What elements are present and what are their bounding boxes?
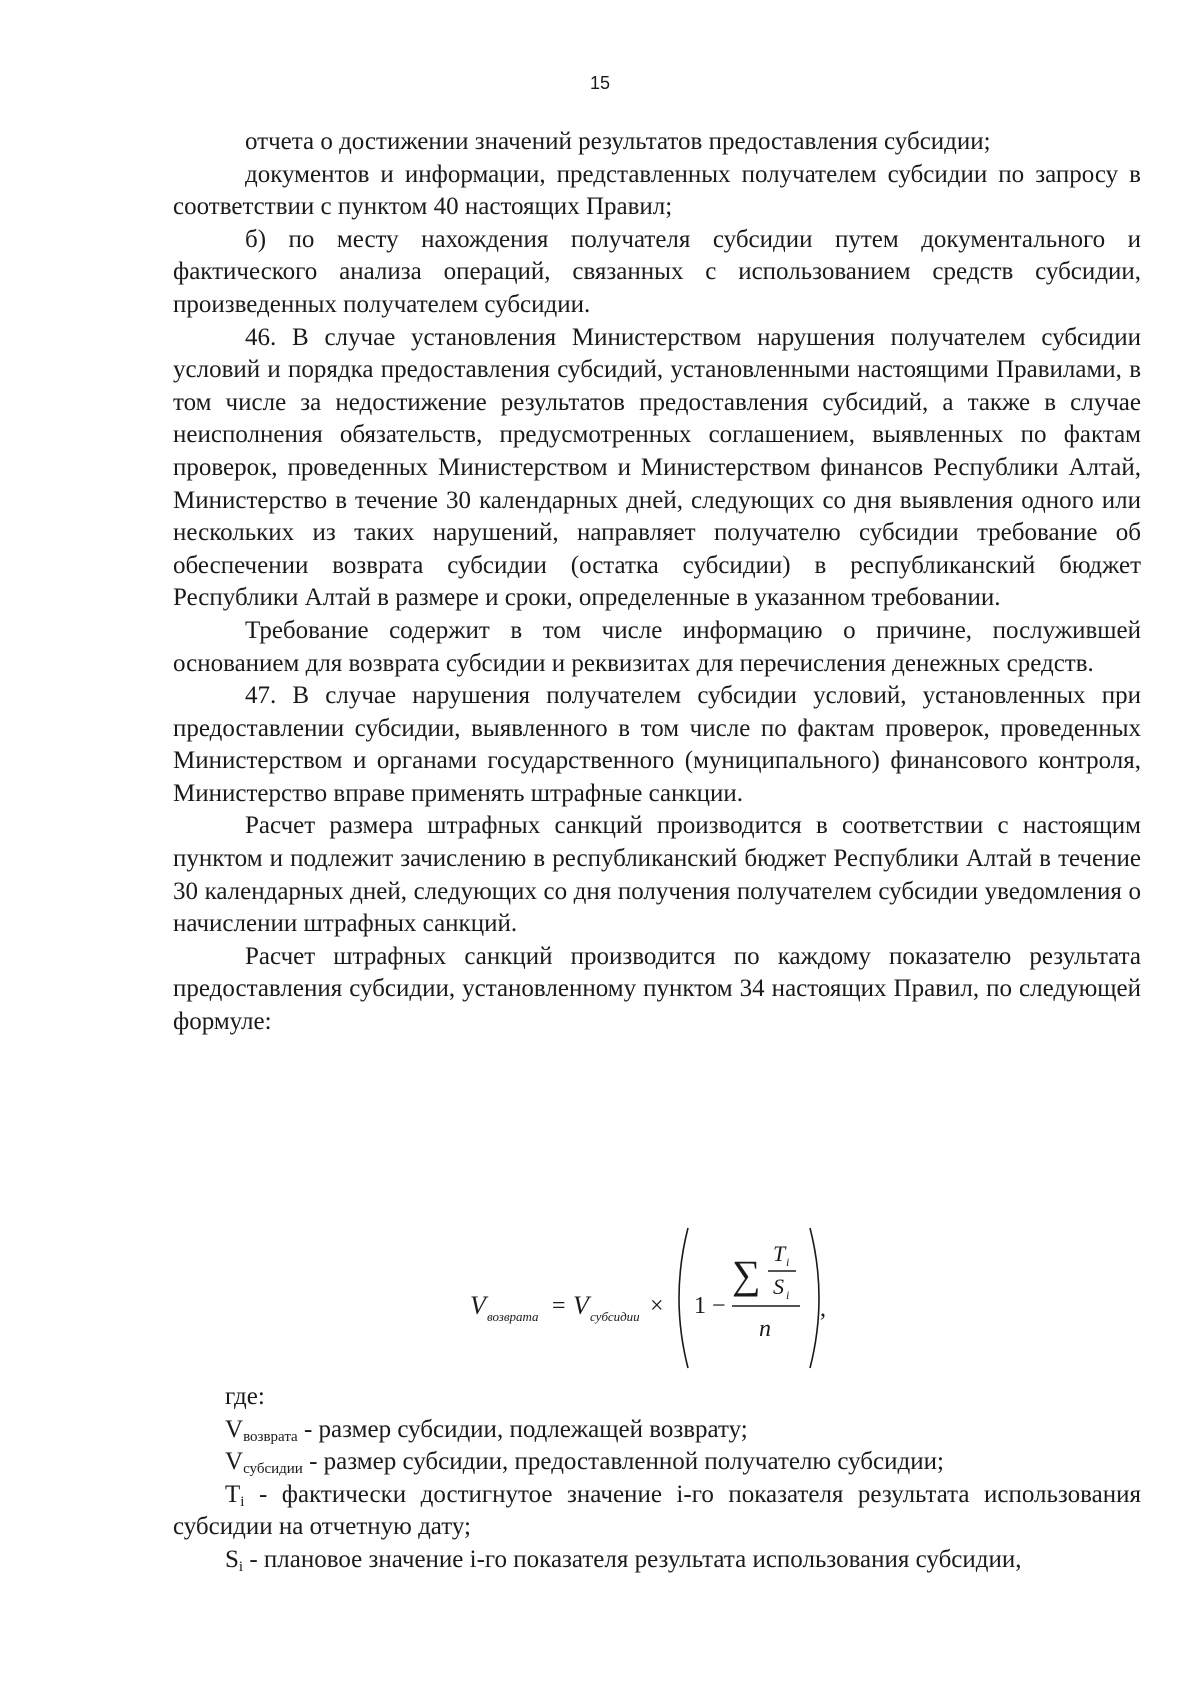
formula-rhs-sub: субсидии — [590, 1309, 640, 1324]
formula-n: n — [759, 1316, 771, 1342]
formula-lhs-var: V — [470, 1291, 486, 1320]
formula-sigma: ∑ — [732, 1252, 761, 1297]
definition-text: - размер субсидии, предоставленной получателю субсидии; — [302, 1448, 944, 1476]
page-number: 15 — [589, 73, 611, 93]
formula-den-var: S — [773, 1274, 784, 1299]
definition-sub: i — [238, 1558, 244, 1575]
left-paren — [679, 1228, 688, 1368]
definition-item — [173, 1446, 1141, 1479]
paragraph: Требование содержит в том числе информацию о причине, послужившей основанием для возврата субсидии и реквизитах для перечисления денежных средств. — [173, 616, 1141, 677]
definition-var: V — [225, 1448, 244, 1476]
definition-var: S — [225, 1545, 239, 1573]
formula-equals: = — [552, 1293, 566, 1319]
formula-times: × — [650, 1293, 664, 1319]
right-paren — [810, 1228, 819, 1368]
paragraph: Расчет размера штрафных санкций производится в соответствии с настоящим пунктом и подлежит зачислению в республиканский бюджет Республики Алтай в течение 30 календарных дней, следующих со дня получения получателем субсидии уведомления о начислении штрафных санкций. — [173, 812, 1141, 938]
paragraph: 46. В случае установления Министерством нарушения получателем субсидии условий и порядка предоставления субсидий, установленными настоящими Правилами, в том числе за недостижение результатов предоставления субсидий, а также в случае неисполнения обязательств, предусмотренных соглашением, выявленных по фактам проверок, проведенных Министерством и Министерством финансов Республики Алтай, Министерство в течение 30 календарных дней, следующих со дня выявления одного или нескольких из таких нарушений, направляет получателю субсидии требование об обеспечении возврата субсидии (остатка субсидии) в республиканский бюджет Республики Алтай в размере и сроки, определенные в указанном требовании. — [173, 323, 1141, 612]
definition-sub: возврата — [243, 1428, 298, 1445]
formula-den-index: i — [786, 1288, 790, 1302]
definition-sub: субсидии — [243, 1461, 303, 1478]
refund-formula — [470, 1218, 850, 1378]
definition-text: - размер субсидии, подлежащей возврату; — [297, 1415, 748, 1443]
definition-item — [173, 1479, 1141, 1544]
definition-item — [173, 1414, 1141, 1447]
formula-one-minus: 1 − — [694, 1293, 726, 1319]
definition-var: T — [225, 1480, 241, 1508]
paragraph: 47. В случае нарушения получателем субсидии условий, установленных при предоставлении субсидии, выявленного в том числе по фактам проверок, проведенных Министерством и органами государственного (муниципального) финансового контроля, Министерство вправе применять штрафные санкции. — [173, 682, 1141, 807]
definition-item — [173, 1544, 1141, 1577]
definition-text: - фактически достигнутое значение i-го показателя результата использования субсидии на отчетную дату; — [173, 1480, 1141, 1541]
formula-lhs-sub: возврата — [487, 1309, 539, 1324]
formula-comma: , — [820, 1296, 826, 1322]
paragraph: отчета о достижении значений результатов предоставления субсидии; — [245, 128, 991, 155]
formula-rhs-var: V — [573, 1291, 589, 1320]
definition-var: V — [225, 1415, 244, 1443]
formula-num-var: T — [773, 1241, 786, 1266]
definitions — [173, 1381, 1141, 1577]
paragraph: б) по месту нахождения получателя субсидии путем документального и фактического анализа операций, связанных с использованием средств субсидии, произведенных получателем субсидии. — [173, 225, 1141, 318]
paragraph: Расчет штрафных санкций производится по каждому показателю результата предоставления субсидии, установленному пунктом 34 настоящих Правил, по следующей формуле: — [173, 942, 1141, 1036]
formula-num-index: i — [786, 1255, 790, 1269]
definition-sub: i — [240, 1493, 245, 1510]
paragraph: документов и информации, представленных получателем субсидии по запросу в соответствии с пунктом 40 настоящих Правил; — [173, 160, 1141, 221]
body-text — [173, 126, 1141, 1039]
where-label: где: — [225, 1383, 265, 1410]
definition-text: - плановое значение i-го показателя результата использования субсидии, — [243, 1545, 1022, 1573]
